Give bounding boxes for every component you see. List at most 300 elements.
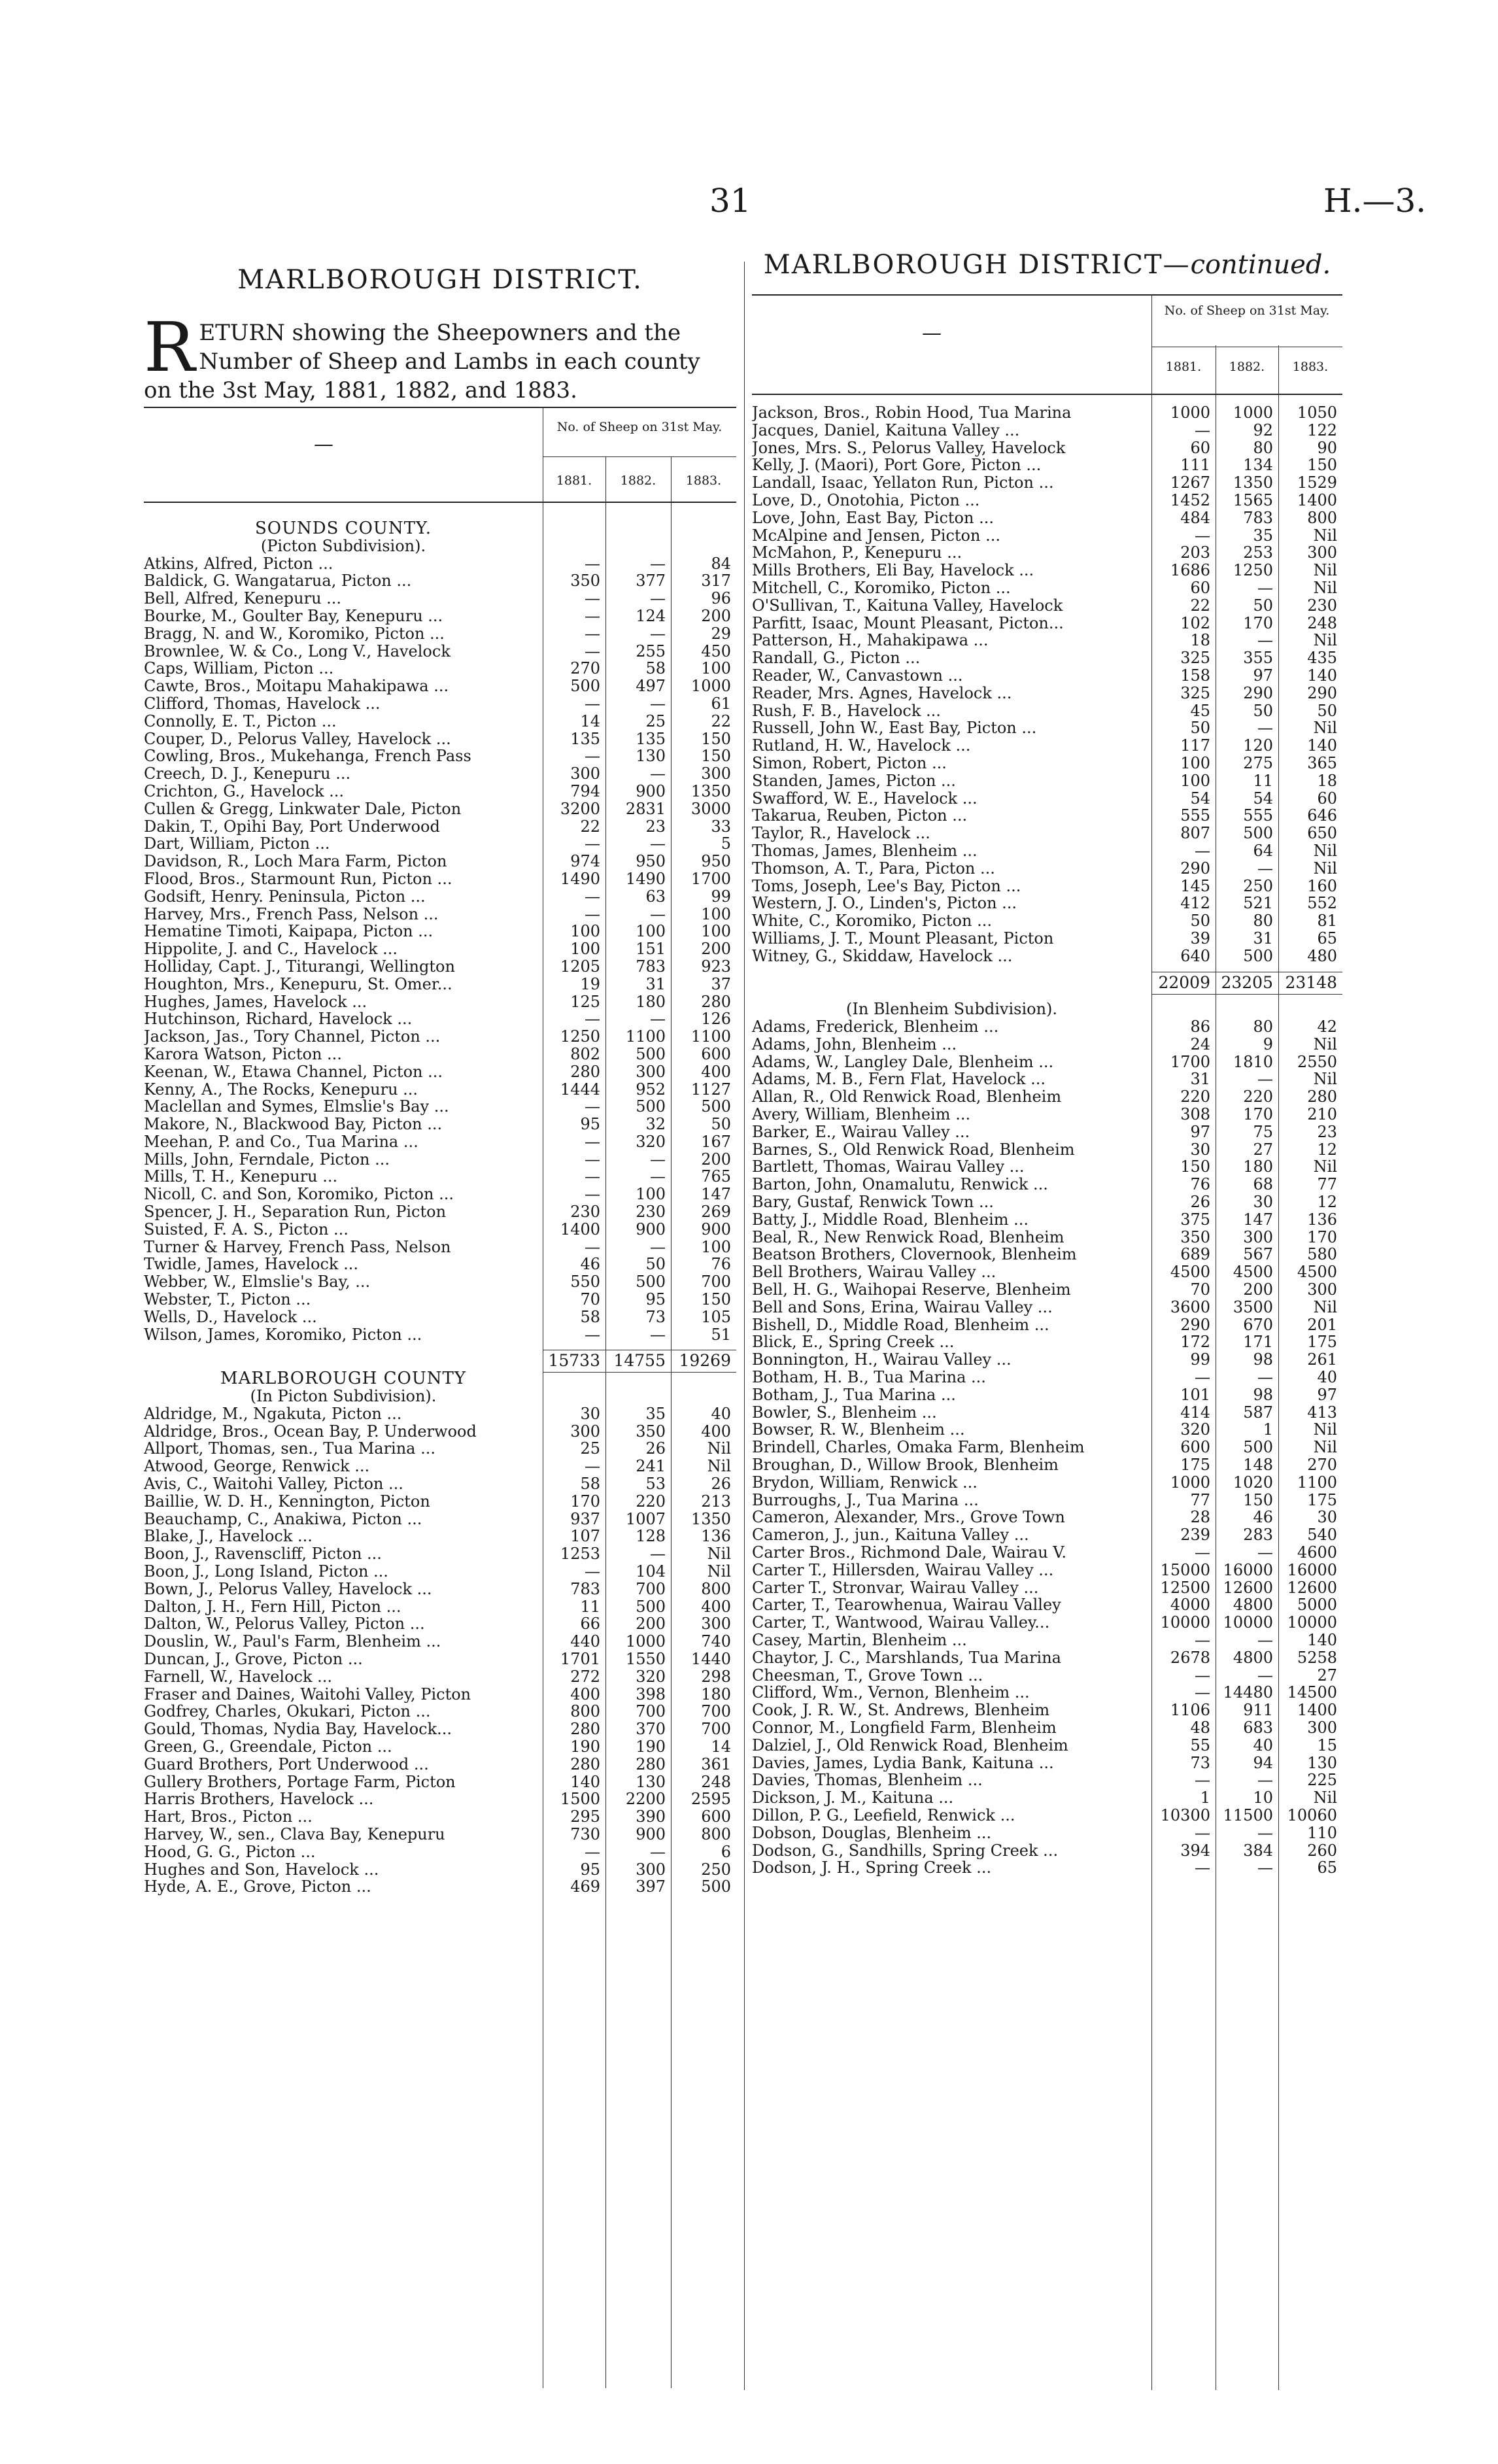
sheep-1882: 92 — [1253, 420, 1273, 439]
table-row — [144, 1116, 736, 1133]
sheep-1881: 60 — [1190, 578, 1210, 597]
sheep-1882: 350 — [636, 1422, 666, 1441]
sheep-1882: 98 — [1253, 1350, 1273, 1369]
sheep-1882: 35 — [645, 1404, 666, 1423]
owner-name: Jacques, Daniel, Kaituna Valley ... — [752, 421, 1020, 439]
page-number: 31 — [709, 182, 751, 220]
owner-name: Burroughs, J., Tua Marina ... — [752, 1491, 979, 1509]
owner-name: Bishell, D., Middle Road, Blenheim ... — [752, 1316, 1049, 1334]
right-header-1881: 1881. — [1165, 360, 1202, 374]
sheep-1881: 1700 — [1170, 1052, 1210, 1071]
sheep-1881: — — [585, 554, 600, 573]
left-header-group: No. of Sheep on 31st May. — [556, 420, 723, 434]
owner-name: Bell Brothers, Wairau Valley ... — [752, 1263, 996, 1282]
sheep-1881: 66 — [580, 1615, 600, 1634]
sheep-1881: 3600 — [1170, 1297, 1210, 1316]
sheep-1881: 22 — [1190, 596, 1210, 615]
table-row — [144, 590, 736, 607]
sheep-1881: — — [1195, 1368, 1210, 1387]
sheep-1882: 500 — [636, 1097, 666, 1116]
sheep-1883: 175 — [1307, 1490, 1337, 1509]
sheep-1883: 1440 — [690, 1650, 731, 1668]
sheep-1882: 180 — [636, 992, 666, 1011]
sheep-1883: 3000 — [690, 799, 731, 818]
sheep-1883: 300 — [701, 764, 731, 783]
sheep-1881: 280 — [570, 1720, 600, 1739]
sheep-1882: 683 — [1243, 1718, 1273, 1737]
owner-name: Carter, T., Tearowhenua, Wairau Valley — [752, 1596, 1061, 1615]
total-row — [752, 974, 1342, 992]
owner-name: Hematine Timoti, Kaipapa, Picton ... — [144, 923, 434, 941]
sheep-1883: 269 — [701, 1203, 731, 1222]
sheep-1882: 783 — [1243, 508, 1273, 527]
owner-name: Reader, Mrs. Agnes, Havelock ... — [752, 684, 1012, 702]
table-row — [144, 906, 736, 923]
sheep-1881: 100 — [570, 940, 600, 959]
table-row — [752, 772, 1342, 790]
owner-name: Adams, Frederick, Blenheim ... — [752, 1018, 999, 1036]
sheep-1881: 125 — [570, 992, 600, 1011]
sheep-1882: 10 — [1253, 1788, 1273, 1807]
sheep-1883: 14500 — [1287, 1683, 1337, 1702]
sheep-1882: 1550 — [625, 1650, 666, 1668]
table-row — [752, 492, 1342, 509]
sheep-1881: 150 — [1180, 1157, 1210, 1176]
sheep-1883: 540 — [1307, 1526, 1337, 1545]
sheep-1881: 272 — [570, 1667, 600, 1686]
sheep-1882: 700 — [636, 1579, 666, 1598]
table-row — [144, 713, 736, 730]
owner-name: Jones, Mrs. S., Pelorus Valley, Havelock — [752, 439, 1066, 457]
sheep-1882: 290 — [1243, 683, 1273, 702]
table-row — [752, 1088, 1342, 1106]
sheep-1882: — — [650, 1010, 666, 1029]
table-row — [752, 1229, 1342, 1246]
sheep-1882: 1000 — [625, 1632, 666, 1651]
sheep-1883: 201 — [1307, 1315, 1337, 1334]
sheep-1881: 73 — [1190, 1753, 1210, 1772]
table-row — [752, 1667, 1342, 1685]
owner-name: O'Sullivan, T., Kaituna Valley, Havelock — [752, 596, 1063, 615]
sheep-1883: 1127 — [690, 1080, 731, 1099]
sheep-1882: 783 — [636, 957, 666, 976]
sheep-1881: 1444 — [560, 1080, 600, 1099]
right-heading — [752, 250, 1342, 280]
owner-name: Bowler, S., Blenheim ... — [752, 1403, 937, 1422]
sheep-1882: 32 — [645, 1115, 666, 1134]
sheep-1882: 255 — [636, 642, 666, 660]
owner-name: Dodson, G., Sandhills, Spring Creek ... — [752, 1841, 1059, 1860]
sheep-1881: — — [585, 1167, 600, 1186]
table-row — [144, 1686, 736, 1703]
sheep-1881: 39 — [1190, 929, 1210, 948]
owner-name: Atkins, Alfred, Picton ... — [144, 555, 333, 573]
owner-name: Avery, William, Blenheim ... — [752, 1106, 971, 1123]
sheep-1883: 5000 — [1297, 1596, 1337, 1615]
right-header-dash: — — [922, 322, 942, 345]
sheep-1883: 580 — [1307, 1245, 1337, 1264]
sheep-1882: 26 — [645, 1439, 666, 1458]
sheep-1883: 26 — [711, 1475, 731, 1494]
owner-name: Russell, John W., East Bay, Picton ... — [752, 719, 1037, 738]
sheep-1883: Nil — [707, 1562, 731, 1581]
sheep-1883: Nil — [1313, 578, 1337, 597]
sheep-1882: 50 — [1253, 701, 1273, 720]
table-row — [752, 1106, 1342, 1123]
sheep-1883: 4600 — [1297, 1543, 1337, 1562]
sheep-1882: 500 — [636, 1044, 666, 1063]
owner-name: Bary, Gustaf, Renwick Town ... — [752, 1193, 994, 1211]
table-row — [144, 660, 736, 677]
sheep-1881: 1106 — [1170, 1701, 1210, 1720]
sheep-1882: 900 — [636, 1824, 666, 1843]
table-row — [752, 456, 1342, 474]
table-row — [144, 1028, 736, 1046]
sheep-1881: — — [585, 1132, 600, 1151]
sheep-1883: 65 — [1317, 1858, 1337, 1877]
sheep-1883: 140 — [1307, 1630, 1337, 1649]
table-row — [752, 1719, 1342, 1737]
table-row — [144, 1581, 736, 1598]
sheep-1882: 150 — [1243, 1490, 1273, 1509]
table-row — [752, 615, 1342, 632]
sheep-1881: 325 — [1180, 683, 1210, 702]
sheep-1883: 1529 — [1297, 473, 1337, 492]
sheep-1881: 730 — [570, 1824, 600, 1843]
sheep-1881: 484 — [1180, 508, 1210, 527]
sheep-1882: 2200 — [625, 1790, 666, 1809]
owner-name: Boon, J., Ravenscliff, Picton ... — [144, 1545, 382, 1564]
table-row — [752, 1474, 1342, 1492]
left-header-1883: 1883. — [685, 473, 722, 488]
sheep-1882: 397 — [636, 1877, 666, 1896]
table-row — [752, 1632, 1342, 1649]
sheep-1883: 210 — [1307, 1105, 1337, 1124]
sheep-1881: — — [585, 747, 600, 766]
right-header-1883: 1883. — [1292, 360, 1329, 374]
sheep-1881: 2678 — [1170, 1648, 1210, 1667]
sheep-1882: 11500 — [1223, 1805, 1273, 1824]
owner-name: Rush, F. B., Havelock ... — [752, 702, 941, 720]
sheep-1883: 27 — [1317, 1666, 1337, 1685]
sheep-1883: 50 — [1317, 701, 1337, 720]
sheep-1881: 4000 — [1170, 1596, 1210, 1615]
table-row — [752, 597, 1342, 615]
owner-name: Patterson, H., Mahakipawa ... — [752, 632, 989, 650]
sheep-1882: 4800 — [1233, 1648, 1273, 1667]
sheep-1883: 1100 — [690, 1027, 731, 1046]
table-row — [144, 940, 736, 958]
table-row — [752, 1824, 1342, 1842]
sheep-1883: 37 — [711, 974, 731, 993]
sheep-1882: 500 — [1243, 1438, 1273, 1457]
sheep-1882: 900 — [636, 781, 666, 800]
sheep-1882: 220 — [1243, 1087, 1273, 1106]
left-heading: MARLBOROUGH DISTRICT. — [237, 265, 643, 295]
table-row — [752, 439, 1342, 457]
table-row — [752, 1018, 1342, 1036]
table-row — [752, 509, 1342, 527]
table-row — [144, 1440, 736, 1458]
sheep-1882: — — [1257, 578, 1273, 597]
sheep-1881: 99 — [1190, 1350, 1210, 1369]
sheep-1881: 1205 — [560, 957, 600, 976]
table-row — [144, 1458, 736, 1475]
table-row — [144, 730, 736, 748]
sheep-1882: — — [650, 904, 666, 923]
table-row — [144, 1098, 736, 1116]
table-row — [752, 562, 1342, 579]
table-row — [144, 1511, 736, 1528]
sheep-1882: 180 — [1243, 1157, 1273, 1176]
owner-name: Taylor, R., Havelock ... — [752, 825, 930, 842]
sheep-1882: — — [1257, 631, 1273, 650]
owner-name: Adams, John, Blenheim ... — [752, 1035, 957, 1053]
owner-name: Carter T., Hillersden, Wairau Valley ... — [752, 1561, 1054, 1579]
sheep-1881: 1400 — [560, 1220, 600, 1239]
sheep-1882: 253 — [1243, 543, 1273, 562]
sheep-1883: 300 — [1307, 1718, 1337, 1737]
sheep-1882: — — [1257, 1543, 1273, 1562]
table-row — [752, 1316, 1342, 1334]
sheep-1883: 105 — [701, 1307, 731, 1326]
sheep-1881: 95 — [580, 1115, 600, 1134]
owner-name: Kenny, A., The Rocks, Kenepuru ... — [144, 1080, 418, 1099]
owner-name: Bragg, N. and W., Koromiko, Picton ... — [144, 625, 445, 643]
sheep-1881: 100 — [1180, 771, 1210, 790]
table-row — [752, 912, 1342, 930]
sheep-1881: 60 — [1190, 438, 1210, 457]
owner-name: Reader, W., Canvastown ... — [752, 666, 963, 685]
owner-name: Bown, J., Pelorus Valley, Havelock ... — [144, 1580, 432, 1598]
sheep-1882: 130 — [636, 1772, 666, 1791]
table-row — [752, 1176, 1342, 1193]
section-heading: SOUNDS COUNTY. — [254, 519, 432, 538]
table-row — [752, 1492, 1342, 1509]
sheep-1883: Nil — [1313, 1438, 1337, 1457]
sheep-1881: 30 — [1190, 1140, 1210, 1159]
sheep-1881: — — [1195, 1543, 1210, 1562]
sheep-1881: 1250 — [560, 1027, 600, 1046]
sheep-1881: 290 — [1180, 1315, 1210, 1334]
sheep-1881: 70 — [1190, 1280, 1210, 1299]
table-row — [144, 1405, 736, 1423]
table-row — [144, 625, 736, 643]
table-row — [752, 930, 1342, 948]
owner-name: Botham, H. B., Tua Marina ... — [752, 1369, 986, 1386]
sheep-1881: — — [585, 624, 600, 643]
owner-name: Bowser, R. W., Blenheim ... — [752, 1421, 965, 1439]
sheep-1883: 500 — [701, 1877, 731, 1896]
owner-name: Williams, J. T., Mount Pleasant, Picton — [752, 929, 1054, 948]
sheep-1882: 75 — [1253, 1122, 1273, 1141]
sheep-1883: 175 — [1307, 1333, 1337, 1352]
sheep-1883: 40 — [1317, 1368, 1337, 1387]
sheep-1883: 361 — [701, 1754, 731, 1773]
sheep-1881: 4500 — [1170, 1263, 1210, 1282]
table-row — [144, 1239, 736, 1256]
sheep-1882: 171 — [1243, 1333, 1273, 1352]
sheep-1883: 130 — [1307, 1753, 1337, 1772]
sheep-1883: 200 — [701, 606, 731, 625]
sheep-1883: 81 — [1317, 912, 1337, 931]
sheep-1882: 10000 — [1223, 1613, 1273, 1632]
sheep-1881: 19 — [580, 974, 600, 993]
sheep-1882: 900 — [636, 1220, 666, 1239]
table-row — [144, 1826, 736, 1843]
sheep-1882: 500 — [1243, 824, 1273, 843]
table-row — [144, 1291, 736, 1309]
sheep-1882: 320 — [636, 1132, 666, 1151]
table-row — [752, 422, 1342, 439]
owner-name: Connolly, E. T., Picton ... — [144, 712, 337, 730]
sheep-1883: 700 — [701, 1720, 731, 1739]
sheep-1882: — — [650, 554, 666, 573]
sheet-reference: H.—3. — [1323, 182, 1427, 220]
right-header-1882: 1882. — [1229, 360, 1265, 374]
table-row — [144, 1878, 736, 1896]
intro-dropcap: R — [144, 307, 196, 387]
table-row — [144, 1475, 736, 1493]
table-row — [144, 1063, 736, 1081]
sheep-1882: 500 — [636, 1597, 666, 1616]
sheep-1882: 128 — [636, 1527, 666, 1546]
table-row — [752, 1439, 1342, 1456]
sheep-1883: 170 — [1307, 1227, 1337, 1246]
sheep-1883: 261 — [1307, 1350, 1337, 1369]
owner-name: Dickson, J. M., Kaituna ... — [752, 1789, 954, 1807]
sheep-1883: 110 — [1307, 1823, 1337, 1842]
sheep-1882: 1490 — [625, 869, 666, 888]
table-row — [144, 1326, 736, 1344]
sheep-1883: 300 — [1307, 543, 1337, 562]
owner-name: Toms, Joseph, Lee's Bay, Picton ... — [752, 877, 1021, 895]
owner-name: Dobson, Douglas, Blenheim ... — [752, 1824, 992, 1842]
sheep-1881: 10000 — [1160, 1613, 1210, 1632]
sheep-1881: 58 — [580, 1475, 600, 1494]
owner-name: Love, D., Onotohia, Picton ... — [752, 491, 980, 509]
right-table-body — [752, 404, 1342, 1877]
sheep-1883: 33 — [711, 817, 731, 836]
sheep-1881: 58 — [580, 1307, 600, 1326]
sheep-1881: — — [585, 1842, 600, 1861]
sheep-1883: 150 — [1307, 456, 1337, 475]
sheep-1881: 12500 — [1160, 1578, 1210, 1597]
table-row — [752, 404, 1342, 422]
total-row — [144, 1352, 736, 1370]
sheep-1881: — — [1195, 526, 1210, 545]
owner-name: Jackson, Bros., Robin Hood, Tua Marina — [752, 404, 1072, 422]
sheep-1881: 689 — [1180, 1245, 1210, 1264]
sheep-1881: 54 — [1190, 789, 1210, 808]
sheep-1881: — — [585, 589, 600, 608]
right-heading-suffix: continued. — [1190, 250, 1331, 280]
owner-name: Mills Brothers, Eli Bay, Havelock ... — [752, 562, 1034, 579]
owner-name: Dakin, T., Opihi Bay, Port Underwood — [144, 817, 440, 836]
table-row — [752, 649, 1342, 667]
sheep-1882: — — [1257, 1858, 1273, 1877]
sheep-1883: 97 — [1317, 1385, 1337, 1404]
table-row — [752, 474, 1342, 492]
table-row — [752, 1036, 1342, 1053]
sheep-1883: 22 — [711, 711, 731, 730]
table-row — [144, 1615, 736, 1633]
sheep-1882: — — [650, 1167, 666, 1186]
owner-name: Landall, Isaac, Yellaton Run, Picton ... — [752, 474, 1054, 492]
sheep-1883: Nil — [1313, 719, 1337, 738]
sheep-1882: — — [650, 1842, 666, 1861]
sheep-1881: 325 — [1180, 649, 1210, 668]
sheep-1881: — — [1195, 1683, 1210, 1702]
owner-name: Creech, D. J., Kenepuru ... — [144, 765, 351, 783]
sheep-1882: 53 — [645, 1475, 666, 1494]
sheep-1881: 22 — [580, 817, 600, 836]
table-row — [144, 643, 736, 660]
sheep-1883: 450 — [701, 642, 731, 660]
owner-name: Davies, Thomas, Blenheim ... — [752, 1771, 983, 1790]
table-row — [144, 1168, 736, 1186]
sheep-1881: 170 — [570, 1492, 600, 1511]
sheep-1882: 35 — [1253, 526, 1273, 545]
table-row — [752, 1404, 1342, 1422]
sheep-1882: 80 — [1253, 912, 1273, 931]
sheep-1881: 31 — [1190, 1070, 1210, 1089]
owner-name: Webber, W., Elmslie's Bay, ... — [144, 1273, 371, 1292]
table-row — [752, 1842, 1342, 1860]
sheep-1883: 800 — [701, 1579, 731, 1598]
sheep-1882: 170 — [1243, 613, 1273, 632]
table-row — [144, 1738, 736, 1756]
owner-name: Parfitt, Isaac, Mount Pleasant, Picton... — [752, 614, 1064, 632]
sheep-1883: 600 — [701, 1807, 731, 1826]
sheep-1883: 99 — [711, 887, 731, 906]
sheep-1883: 1050 — [1297, 403, 1337, 422]
owner-name: Harris Brothers, Havelock ... — [144, 1790, 374, 1809]
sheep-1882: 97 — [1253, 666, 1273, 685]
owner-name: Allan, R., Old Renwick Road, Blenheim — [752, 1088, 1062, 1106]
left-header-1881: 1881. — [556, 473, 592, 488]
sheep-1881: 10300 — [1160, 1805, 1210, 1824]
sheep-1883: 1000 — [690, 677, 731, 696]
sheep-1881: 95 — [580, 1860, 600, 1879]
table-row — [752, 667, 1342, 685]
table-row — [144, 677, 736, 695]
table-row — [752, 825, 1342, 842]
sheep-1883: Nil — [1313, 841, 1337, 860]
sheep-1882: 100 — [636, 922, 666, 941]
table-row — [752, 1649, 1342, 1667]
table-row — [752, 685, 1342, 702]
sheep-1882: 63 — [645, 887, 666, 906]
sheep-1881: 100 — [570, 922, 600, 941]
sheep-1882: 4800 — [1233, 1596, 1273, 1615]
sheep-1881: 140 — [570, 1772, 600, 1791]
sheep-1882: 950 — [636, 852, 666, 871]
sheep-1881: — — [585, 642, 600, 660]
owner-name: Carter Bros., Richmond Dale, Wairau V. — [752, 1544, 1067, 1562]
owner-name: Cheesman, T., Grove Town ... — [752, 1666, 983, 1685]
sheep-1883: 950 — [701, 852, 731, 871]
sheep-1881: — — [1195, 1858, 1210, 1877]
intro-paragraph — [144, 307, 726, 405]
sheep-1881: 135 — [570, 729, 600, 748]
right-heading-main: MARLBOROUGH DISTRICT— — [763, 250, 1191, 280]
owner-name: McMahon, P., Kenepuru ... — [752, 544, 962, 562]
sheep-1882: 398 — [636, 1685, 666, 1703]
sheep-1883: 5 — [721, 834, 731, 853]
owner-name: Turner & Harvey, French Pass, Nelson — [144, 1238, 451, 1256]
sheep-1881: 3200 — [560, 799, 600, 818]
